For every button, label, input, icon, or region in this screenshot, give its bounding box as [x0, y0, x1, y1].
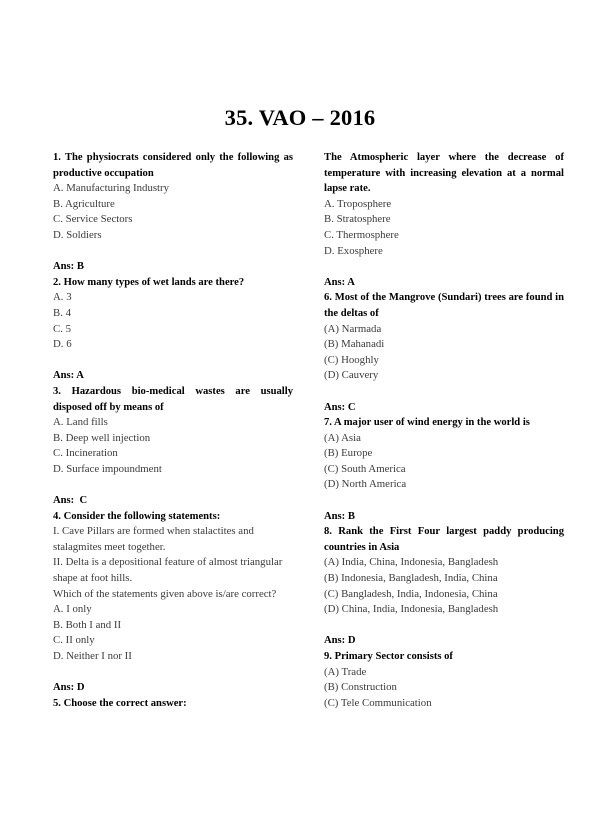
- answer-key: Ans: A: [53, 370, 84, 382]
- question-block: [324, 290, 564, 415]
- question-block: [53, 696, 293, 712]
- answer-key: Ans: C: [53, 495, 88, 507]
- question-text: 8. Rank the First Four largest paddy producing countries in Asia: [324, 526, 564, 553]
- answer-option[interactable]: (A) Asia: [324, 431, 361, 444]
- question-text: 2. How many types of wet lands are there?: [53, 276, 245, 288]
- question-text: 7. A major user of wind energy in the world is: [324, 417, 530, 429]
- page-title: 35. VAO – 2016: [224, 105, 376, 130]
- answer-option[interactable]: (B) Indonesia, Bangladesh, India, China: [324, 572, 498, 585]
- answer-option[interactable]: C. Service Sectors: [53, 213, 133, 226]
- answer-option[interactable]: B. Stratosphere: [324, 213, 391, 226]
- answer-option[interactable]: B. 4: [53, 306, 71, 319]
- answer-option[interactable]: (B) Construction: [324, 681, 397, 694]
- answer-option[interactable]: B. Deep well injection: [53, 431, 151, 444]
- statement-text: I. Cave Pillars are formed when stalactites and stalagmites meet together.: [53, 525, 254, 553]
- answer-option[interactable]: D. 6: [53, 338, 72, 351]
- sub-prompt-text: Which of the statements given above is/are correct?: [53, 587, 277, 600]
- question-text: 5. Choose the correct answer:: [53, 697, 187, 709]
- answer-option[interactable]: C. II only: [53, 634, 95, 647]
- spacer: [324, 618, 564, 634]
- answer-option[interactable]: C. Thermosphere: [324, 228, 399, 241]
- question-text: 3. Hazardous bio-medical wastes are usually disposed off by means of: [53, 385, 293, 413]
- answer-option[interactable]: (B) Europe: [324, 447, 373, 460]
- answer-option[interactable]: D. Soldiers: [53, 228, 102, 241]
- answer-key: Ans: C: [324, 401, 356, 413]
- answer-option[interactable]: A. Manufacturing Industry: [53, 182, 170, 195]
- question-text: 4. Consider the following statements:: [53, 510, 221, 522]
- answer-key: Ans: D: [324, 635, 356, 647]
- question-text: 9. Primary Sector consists of: [324, 651, 453, 662]
- answer-option[interactable]: D. Exosphere: [324, 244, 383, 257]
- question-block: [53, 384, 293, 509]
- answer-option[interactable]: (C) Hooghly: [324, 353, 379, 366]
- question-block: [324, 524, 564, 649]
- answer-key: Ans: B: [324, 510, 355, 522]
- answer-option[interactable]: B. Both I and II: [53, 618, 122, 631]
- two-column-body: [53, 150, 564, 711]
- spacer: [324, 259, 564, 275]
- answer-key: Ans: A: [324, 276, 355, 288]
- answer-option[interactable]: D. Neither I nor II: [53, 650, 132, 662]
- spacer: [53, 353, 293, 369]
- answer-option[interactable]: A. Troposphere: [324, 197, 392, 210]
- answer-option[interactable]: (D) China, India, Indonesia, Bangladesh: [324, 603, 499, 616]
- question-block: [324, 649, 564, 711]
- answer-option[interactable]: C. 5: [53, 322, 71, 335]
- question-block: [53, 275, 293, 384]
- question-text: 1. The physiocrats considered only the following as productive occupation: [53, 152, 293, 179]
- answer-option[interactable]: (A) Narmada: [324, 322, 382, 335]
- answer-option[interactable]: A. Land fills: [53, 416, 108, 429]
- spacer: [53, 244, 293, 260]
- answer-option[interactable]: (C) Tele Communication: [324, 696, 432, 709]
- answer-option[interactable]: A. 3: [53, 291, 72, 304]
- left-column: [53, 150, 293, 711]
- answer-key: Ans: D: [53, 682, 85, 694]
- question-block: [324, 415, 564, 524]
- answer-option[interactable]: (B) Mahanadi: [324, 338, 385, 351]
- question-block: [53, 150, 293, 275]
- answer-option[interactable]: (C) Bangladesh, India, Indonesia, China: [324, 587, 498, 600]
- answer-option[interactable]: (A) Trade: [324, 665, 367, 678]
- spacer: [324, 493, 564, 509]
- answer-option[interactable]: (A) India, China, Indonesia, Bangladesh: [324, 556, 499, 569]
- question-text: 6. Most of the Mangrove (Sundari) trees are found in the deltas of: [324, 292, 564, 319]
- question-text: The Atmospheric layer where the decrease of temperature with increasing elevation at a normal lapse rate.: [324, 152, 564, 195]
- right-column: [324, 150, 564, 711]
- answer-option[interactable]: A. I only: [53, 603, 92, 616]
- answer-option[interactable]: (C) South America: [324, 462, 406, 475]
- question-block: [53, 509, 293, 696]
- answer-option[interactable]: B. Agriculture: [53, 197, 115, 210]
- answer-option[interactable]: (D) Cauvery: [324, 369, 379, 382]
- spacer: [324, 384, 564, 400]
- question-block: [324, 150, 564, 290]
- statement-text: II. Delta is a depositional feature of almost triangular shape at foot hills.: [53, 556, 283, 585]
- answer-option[interactable]: (D) North America: [324, 478, 407, 491]
- answer-key: Ans: B: [53, 261, 84, 273]
- answer-option[interactable]: C. Incineration: [53, 447, 118, 460]
- answer-option[interactable]: D. Surface impoundment: [53, 462, 162, 475]
- spacer: [53, 665, 293, 681]
- spacer: [53, 477, 293, 493]
